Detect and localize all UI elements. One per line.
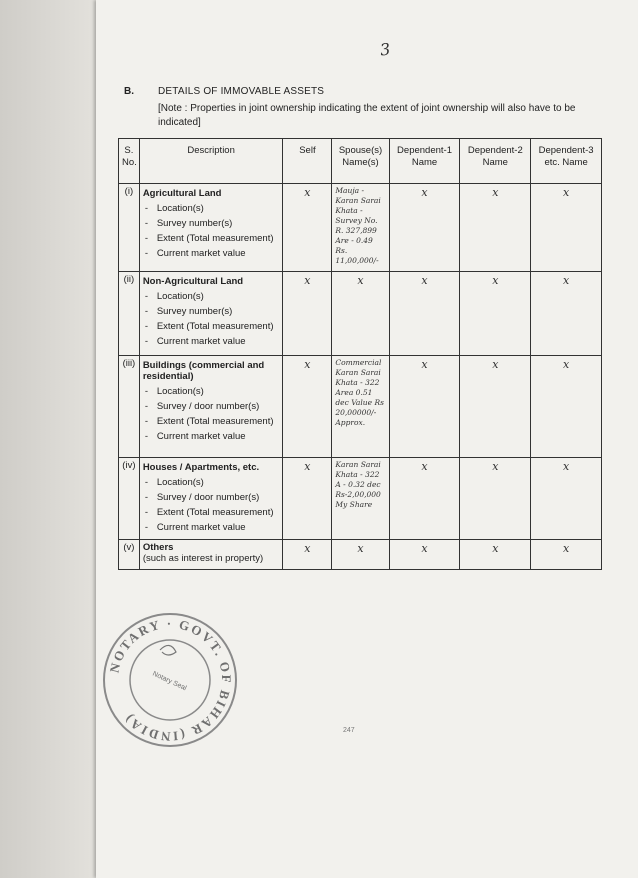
spouse-value: Karan Sarai Khata - 322 A - 0.32 dec Rs-2,00,000 My Share	[332, 458, 389, 540]
self-value: x	[283, 458, 332, 540]
header-sno: S. No.	[119, 139, 140, 184]
section-title: DETAILS OF IMMOVABLE ASSETS	[158, 86, 325, 97]
dependent-1-value: x	[389, 540, 460, 570]
self-value: x	[283, 356, 332, 458]
section-note: [Note : Properties in joint ownership indicating the extent of joint ownership will also have to be indicated]	[158, 103, 576, 128]
row-sno: (iii)	[119, 356, 140, 458]
left-page-edge	[0, 0, 96, 878]
row-item: - Current market value	[143, 431, 280, 443]
table-row	[119, 356, 602, 458]
row-sno: (ii)	[119, 272, 140, 356]
row-sno: (i)	[119, 184, 140, 272]
spouse-value: Commercial Karan Sarai Khata - 322 Area 0.51 dec Value Rs 20,00000/- Approx.	[332, 356, 389, 458]
header-dependent-3: Dependent-3 etc. Name	[531, 139, 602, 184]
row-item: - Extent (Total measurement)	[143, 416, 280, 428]
row-category: Others	[142, 542, 174, 553]
row-category: Non-Agricultural Land	[142, 276, 244, 287]
table-header-row	[119, 139, 602, 184]
table-row	[119, 184, 602, 272]
row-item: - Survey / door number(s)	[143, 401, 280, 413]
dependent-1-value: x	[389, 184, 460, 272]
row-category: Agricultural Land	[142, 188, 222, 199]
table-row	[119, 272, 602, 356]
row-item: - Location(s)	[143, 386, 280, 398]
self-value: x	[283, 540, 332, 570]
dependent-3-value: x	[531, 458, 602, 540]
dependent-3-value: x	[531, 272, 602, 356]
notary-seal	[100, 610, 240, 750]
row-item: (such as interest in property)	[142, 553, 264, 564]
header-dependent-1: Dependent-1 Name	[389, 139, 460, 184]
row-sno: (v)	[119, 540, 140, 570]
self-value: x	[283, 184, 332, 272]
row-item: - Survey number(s)	[143, 306, 280, 318]
dependent-2-value: x	[460, 184, 531, 272]
row-description	[139, 272, 283, 356]
dependent-1-value: x	[389, 458, 460, 540]
row-item: - Extent (Total measurement)	[143, 233, 280, 245]
spouse-value: x	[332, 540, 389, 570]
dependent-2-value: x	[460, 272, 531, 356]
header-spouse: Spouse(s) Name(s)	[332, 139, 389, 184]
header-self: Self	[283, 139, 332, 184]
signature-scribble	[160, 645, 176, 655]
seal-outer-text: NOTARY · GOVT. OF BIHAR (INDIA)	[106, 615, 235, 745]
immovable-assets-table	[118, 138, 602, 570]
footer-mark: 247	[343, 727, 355, 734]
header-dependent-2: Dependent-2 Name	[460, 139, 531, 184]
row-item: - Location(s)	[143, 477, 280, 489]
row-category: Buildings (commercial and residential)	[142, 360, 265, 382]
row-item: - Survey number(s)	[143, 218, 280, 230]
row-item: - Extent (Total measurement)	[143, 507, 280, 519]
row-item: - Current market value	[143, 522, 280, 534]
dependent-2-value: x	[460, 458, 531, 540]
header-description: Description	[139, 139, 283, 184]
dependent-3-value: x	[531, 356, 602, 458]
row-item: - Current market value	[143, 336, 280, 348]
row-item: - Location(s)	[143, 291, 280, 303]
row-description	[139, 458, 283, 540]
row-description	[139, 540, 283, 570]
dependent-3-value: x	[531, 184, 602, 272]
row-item: - Current market value	[143, 248, 280, 260]
dependent-3-value: x	[531, 540, 602, 570]
dependent-1-value: x	[389, 356, 460, 458]
row-item: - Location(s)	[143, 203, 280, 215]
row-category: Houses / Apartments, etc.	[142, 462, 260, 473]
spouse-value: x	[332, 272, 389, 356]
dependent-1-value: x	[389, 272, 460, 356]
table-row	[119, 540, 602, 570]
dependent-2-value: x	[460, 356, 531, 458]
table-row	[119, 458, 602, 540]
spouse-value: Mauja - Karan Sarai Khata - Survey No. R. 327,899 Are - 0.49 Rs. 11,00,000/-	[332, 184, 389, 272]
section-letter: B.	[124, 86, 134, 97]
row-item: - Survey / door number(s)	[143, 492, 280, 504]
row-sno: (iv)	[119, 458, 140, 540]
row-description	[139, 184, 283, 272]
row-item: - Extent (Total measurement)	[143, 321, 280, 333]
row-description	[139, 356, 283, 458]
seal-inner-text: Notary Seal	[151, 670, 188, 693]
page-number: 3	[378, 39, 392, 60]
self-value: x	[283, 272, 332, 356]
dependent-2-value: x	[460, 540, 531, 570]
